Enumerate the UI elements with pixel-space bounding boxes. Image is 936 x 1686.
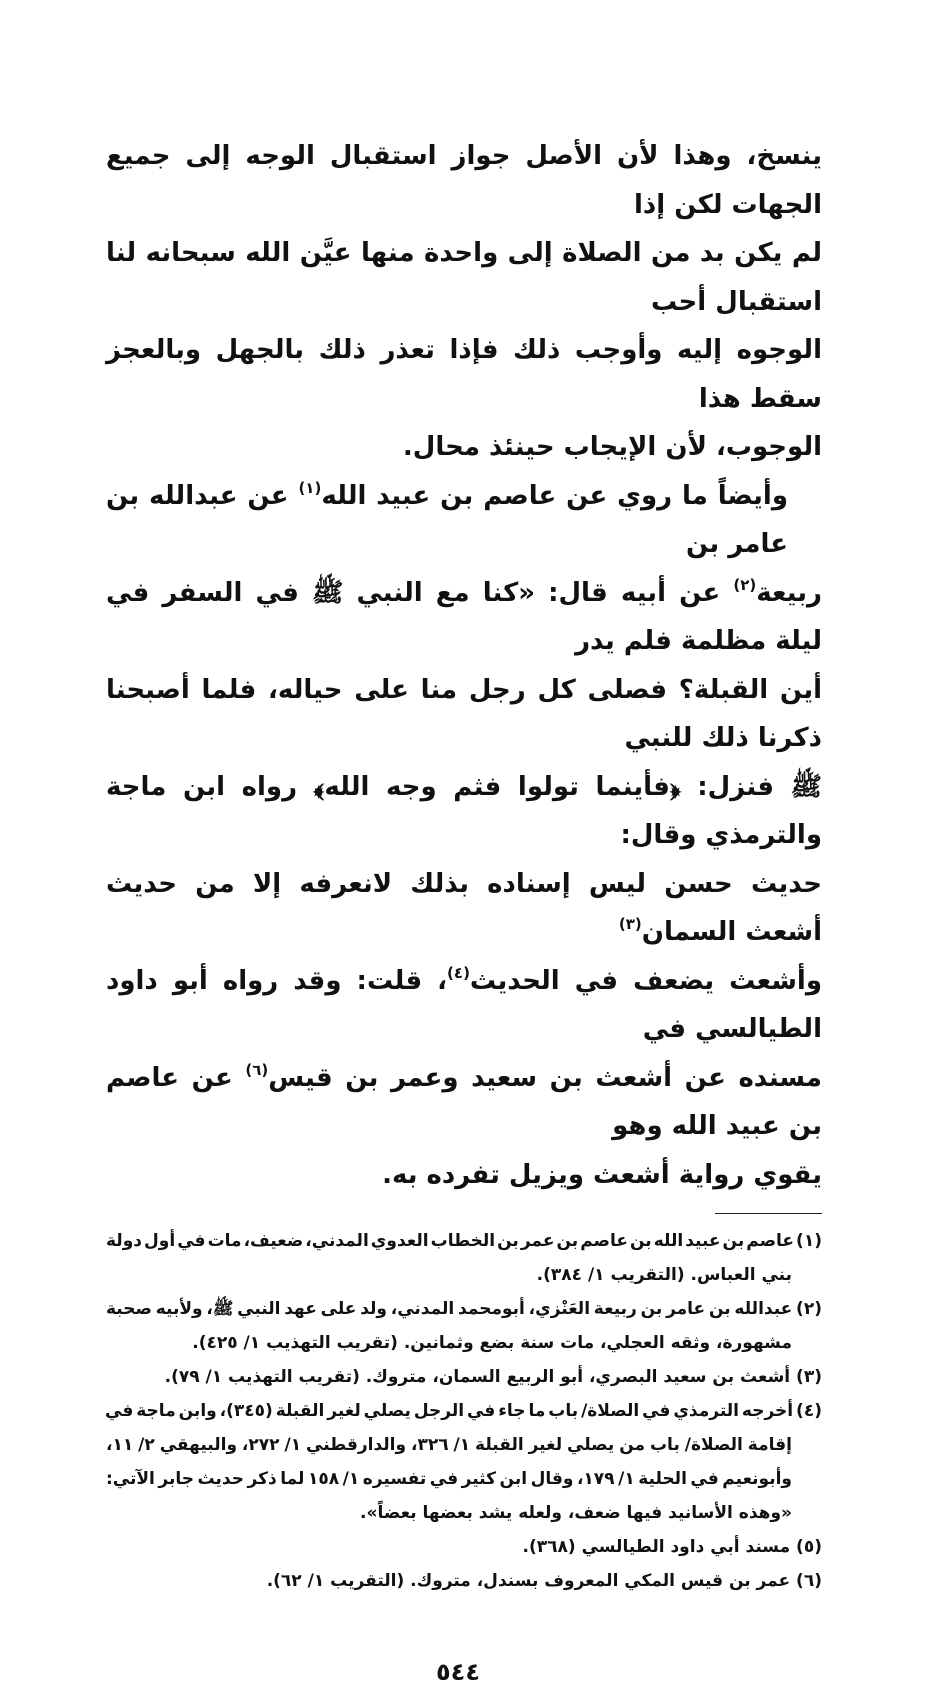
footnotes [106, 1224, 822, 1598]
text-line [106, 860, 822, 957]
footnote-2-cont: مشهورة، وثقه العجلي، مات سنة بضع وثمانين. (تقريب التهذيب ١/ ٤٢٥). [192, 1333, 792, 1353]
footnote-marker-4[interactable]: (٤) [447, 963, 470, 982]
text-line: ﷺ فنزل: ﴿فأينما تولوا فثم وجه الله﴾ رواه ابن ماجة والترمذي وقال: [106, 771, 822, 850]
main-text [106, 132, 822, 1199]
footnote-5: (٥) مسند أبي داود الطيالسي (٣٦٨). [522, 1537, 822, 1557]
footnote-3: (٣) أشعث بن سعيد البصري، أبو الربيع السمان، متروك. (تقريب التهذيب ١/ ٧٩). [164, 1367, 822, 1387]
text-segment: مسنده عن أشعث بن سعيد وعمر بن قيس [268, 1062, 822, 1093]
footnote-2: (٢) عبدالله بن عامر بن ربيعة العَنْزي، أبومحمد المدني، ولد على عهد النبي ﷺ، ولأبيه صحبة [106, 1299, 822, 1319]
text-line: ينسخ، وهذا لأن الأصل جواز استقبال الوجه إلى جميع الجهات لكن إذا [106, 141, 822, 220]
footnote-4-cont: إقامة الصلاة/ باب من يصلي لغير القبلة ١/ ٣٢٦، والدارقطني ١/ ٢٧٢، والبيهقي ٢/ ١١، [106, 1435, 792, 1455]
footnote-marker-2[interactable]: (٢) [733, 575, 757, 594]
footnote-marker-3[interactable]: (٣) [618, 915, 642, 933]
page-number: ٥٤٤ [436, 1658, 480, 1686]
text-line: يقوي رواية أشعث ويزيل تفرده به. [382, 1159, 822, 1190]
text-line [106, 472, 822, 569]
text-line [106, 957, 822, 1054]
text-line [106, 569, 822, 666]
footnote-6: (٦) عمر بن قيس المكي المعروف بسندل، متروك. (التقريب ١/ ٦٢). [266, 1571, 822, 1591]
text-line: الوجوب، لأن الإيجاب حينئذ محال. [402, 432, 822, 462]
text-segment: وأشعث يضعف في الحديث [469, 965, 822, 996]
text-segment: ، قلت: وقد رواه أبو داود الطيالسي في [106, 965, 822, 1044]
text-segment: ربيعة [756, 577, 822, 608]
page [106, 132, 822, 1686]
text-segment: عن عاصم بن عبيد الله وهو [106, 1062, 822, 1141]
text-segment: وأيضاً ما روي عن عاصم بن عبيد الله [321, 480, 788, 511]
footnote-1-cont: بني العباس. (التقريب ١/ ٣٨٤). [536, 1265, 792, 1285]
text-segment: حديث حسن ليس إسناده بذلك لانعرفه إلا من حديث أشعث السمان [106, 868, 822, 947]
text-line: الوجوه إليه وأوجب ذلك فإذا تعذر ذلك بالجهل وبالعجز سقط هذا [106, 335, 822, 414]
footnote-1: (١) عاصم بن عبيد الله بن عاصم بن عمر بن الخطاب العدوي المدني، ضعيف، مات في أول دولة [106, 1231, 822, 1251]
footnote-marker-6[interactable]: (٦) [245, 1060, 269, 1079]
footnote-marker-1[interactable]: (١) [298, 478, 322, 497]
text-line: أين القبلة؟ فصلى كل رجل منا على حياله، فلما أصبحنا ذكرنا ذلك للنبي [106, 674, 822, 753]
text-segment: عن عبدالله بن عامر بن [106, 480, 788, 559]
footnote-4-cont: وأبونعيم في الحلية ١/ ١٧٩، وقال ابن كثير في تفسيره ١/ ١٥٨ لما ذكر حديث جابر الآتي: [106, 1469, 792, 1489]
text-segment: عن أبيه قال: «كنا مع النبي ﷺ في السفر في ليلة مظلمة فلم يدر [106, 577, 822, 656]
text-line [106, 1054, 822, 1151]
text-line: لم يكن بد من الصلاة إلى واحدة منها عيَّن الله سبحانه لنا استقبال أحب [106, 238, 822, 317]
footnote-separator [715, 1213, 822, 1214]
footnote-4-cont: «وهذه الأسانيد فيها ضعف، ولعله يشد بعضها بعضاً». [360, 1503, 792, 1523]
footnote-4: (٤) أخرجه الترمذي في الصلاة/ باب ما جاء في الرجل يصلي لغير القبلة (٣٤٥)، وابن ماجة في [105, 1401, 822, 1421]
